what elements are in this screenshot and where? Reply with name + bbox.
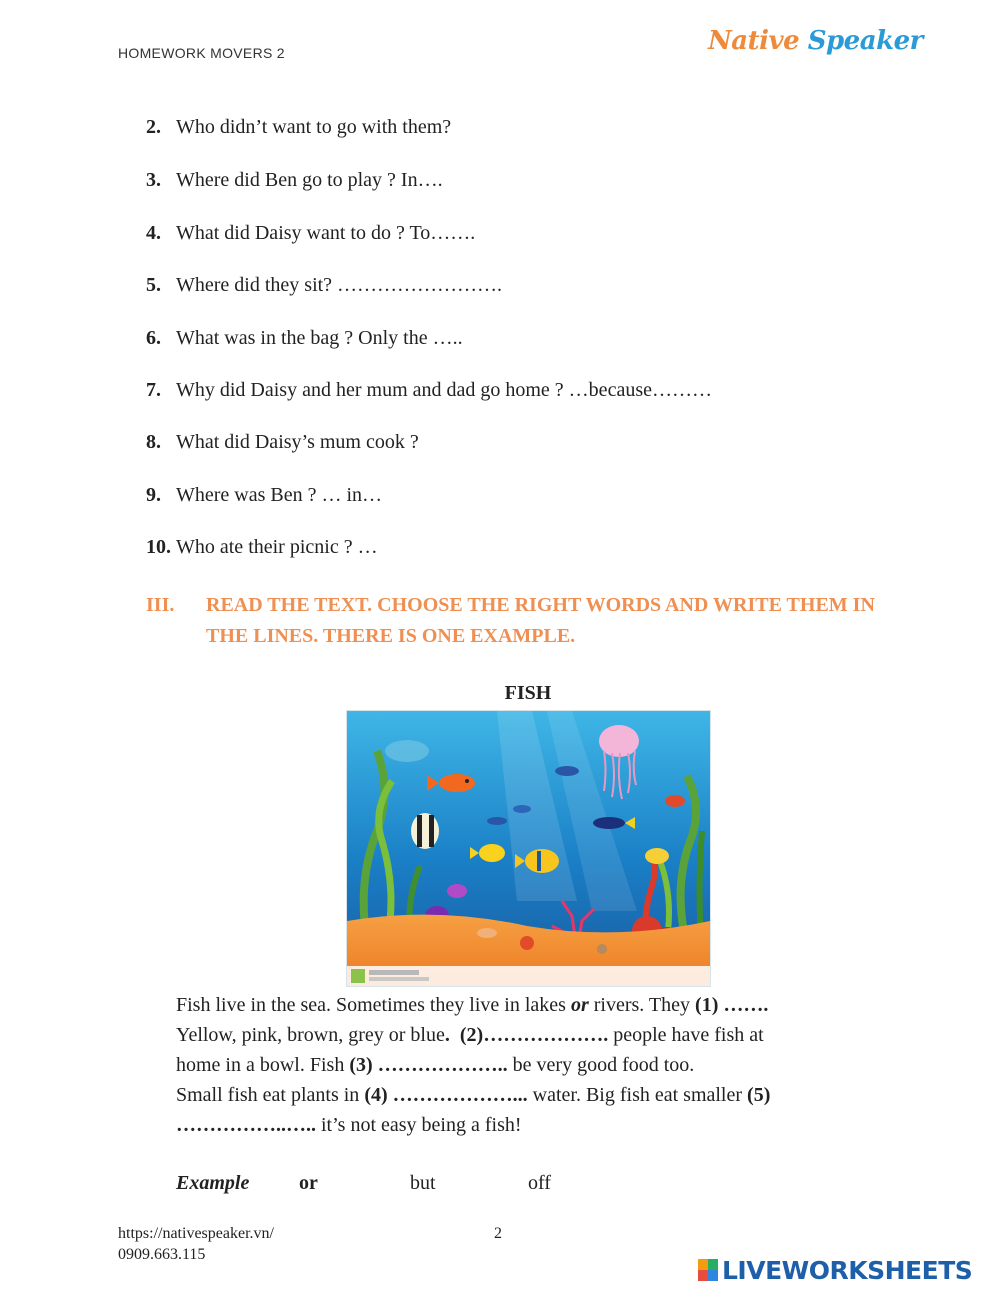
blank-5-label: (5) (747, 1084, 771, 1106)
word-option: off (528, 1172, 551, 1194)
question-number: 3. (146, 169, 161, 191)
liveworksheets-logo (698, 1256, 972, 1284)
blank-5: ……………..….. (176, 1114, 316, 1136)
question-number: 4. (146, 222, 161, 244)
passage-line: home in a bowl. Fish (3) ……………….. be very good food too. (176, 1054, 695, 1076)
footer-url: https://nativespeaker.vn/ (118, 1225, 274, 1242)
question-item (146, 327, 463, 350)
word-option: but (410, 1172, 436, 1194)
brand-word-speaker: Speaker (807, 26, 923, 56)
section-instruction: READ THE TEXT. CHOOSE THE RIGHT WORDS AND WRITE THEM IN THE LINES. THERE IS ONE EXAMPLE. (206, 594, 875, 647)
question-number: 8. (146, 431, 161, 453)
question-number: 5. (146, 274, 161, 296)
question-text: Where was Ben ? … in… (176, 484, 383, 506)
page-number: 2 (494, 1225, 502, 1242)
blank-3: (3) ……………….. (349, 1054, 508, 1076)
question-item (146, 536, 378, 559)
question-text: Why did Daisy and her mum and dad go home ? …because……… (176, 379, 712, 401)
question-text: Who didn’t want to go with them? (176, 116, 452, 138)
passage-title: FISH (504, 682, 552, 704)
question-item (146, 431, 419, 454)
passage-line: ……………..….. it’s not easy being a fish! (176, 1114, 522, 1136)
liveworksheets-icon (698, 1259, 718, 1281)
question-item (146, 484, 382, 507)
question-number: 9. (146, 484, 161, 506)
blank-1: (1) ……. (695, 994, 769, 1016)
example-label: Example (176, 1172, 250, 1194)
passage-line: Small fish eat plants in (4) ………………... water. Big fish eat smaller (5) (176, 1084, 771, 1106)
liveworksheets-wordmark: LIVEWORKSHEETS (722, 1255, 973, 1285)
brand-word-native: Native (708, 26, 800, 56)
section-number: III. (146, 594, 175, 616)
question-text: Who ate their picnic ? … (176, 536, 378, 558)
question-text: Where did Ben go to play ? In…. (176, 169, 443, 191)
blank-4: (4) ………………... (364, 1084, 528, 1106)
native-speaker-logo (708, 26, 923, 56)
question-item (146, 379, 712, 402)
question-number: 6. (146, 327, 161, 349)
example-answer: or (299, 1172, 318, 1194)
question-number: 7. (146, 379, 161, 401)
question-item (146, 274, 502, 297)
question-item (146, 169, 443, 192)
question-text: What did Daisy want to do ? To……. (176, 222, 476, 244)
reading-passage (176, 990, 896, 1140)
question-number: 10. (146, 536, 171, 558)
question-text: What was in the bag ? Only the ….. (176, 327, 463, 349)
passage-line: Yellow, pink, brown, grey or blue. (2)………………. people have fish at (176, 1024, 764, 1046)
question-text: What did Daisy’s mum cook ? (176, 431, 419, 453)
footer-phone: 0909.663.115 (118, 1246, 206, 1263)
passage-line: Fish live in the sea. Sometimes they live in lakes or rivers. They (1) ……. (176, 994, 769, 1016)
question-number: 2. (146, 116, 161, 138)
document-header-title: HOMEWORK MOVERS 2 (118, 45, 285, 61)
underwater-illustration (346, 710, 711, 987)
question-item (146, 116, 451, 139)
question-text: Where did they sit? ……………………. (176, 274, 503, 296)
blank-2: (2)………………. (459, 1024, 609, 1046)
question-item (146, 222, 475, 245)
